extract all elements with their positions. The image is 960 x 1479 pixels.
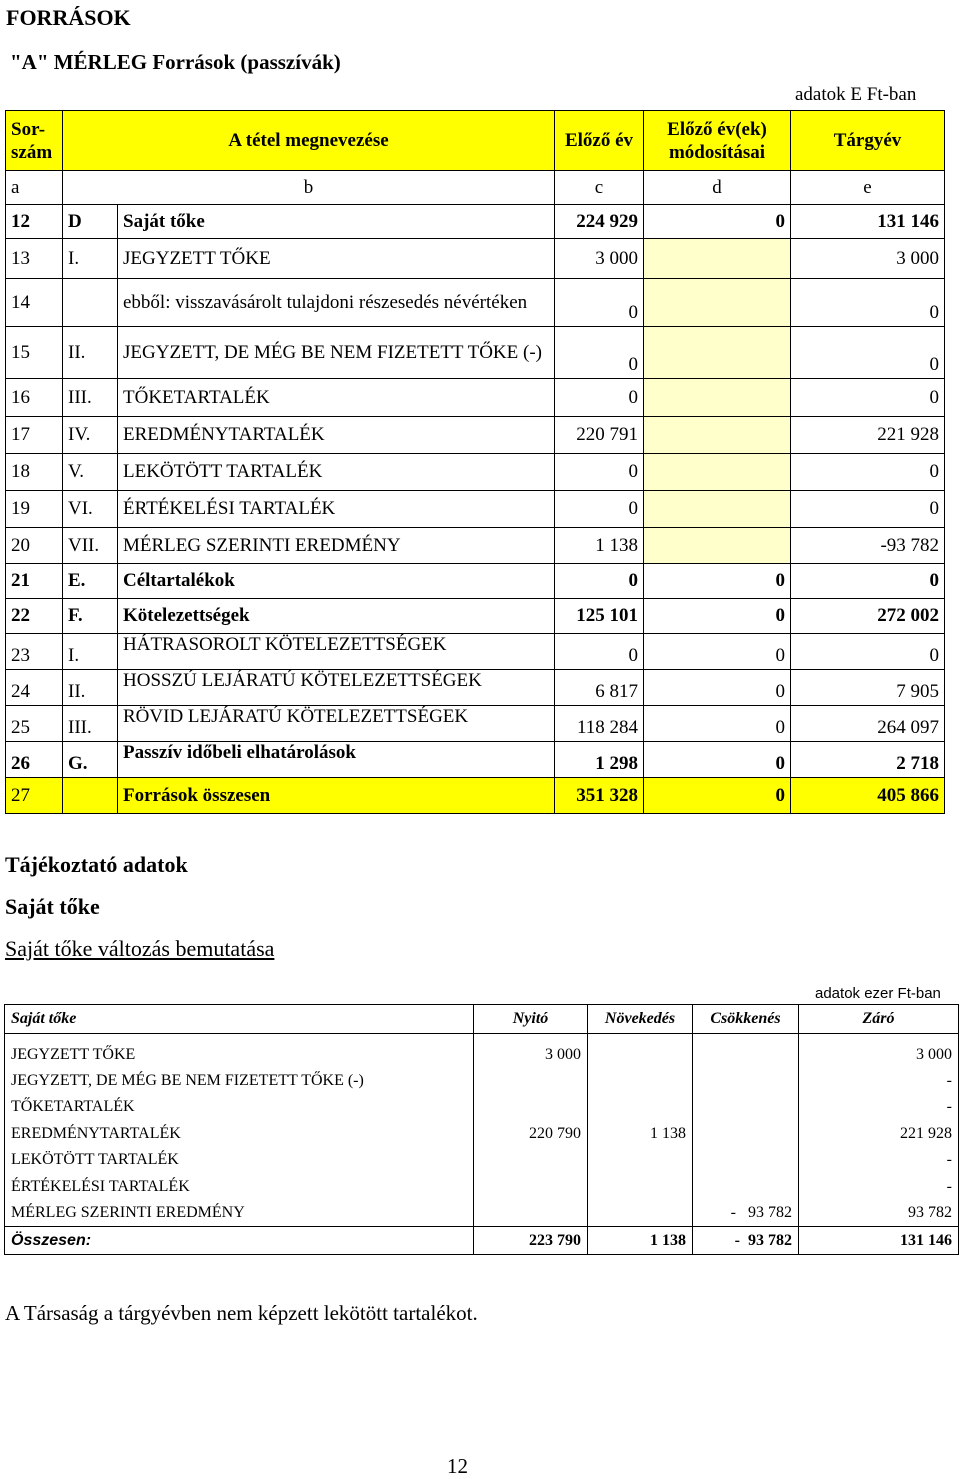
info-title: Tájékoztató adatok [5, 852, 188, 877]
row-roman: G. [63, 742, 118, 778]
unit-label-bottom: adatok ezer Ft-ban [815, 985, 941, 1002]
row-cur: 0 [791, 634, 945, 670]
balance-header-row [6, 111, 945, 171]
equity-row-close: - [799, 1094, 959, 1121]
balance-row [6, 454, 945, 491]
letter-e: e [791, 171, 945, 205]
row-roman: III. [63, 706, 118, 742]
row-cur: 264 097 [791, 706, 945, 742]
letter-d: d [644, 171, 791, 205]
row-mod: 0 [644, 706, 791, 742]
equity-row-open [474, 1200, 588, 1227]
balance-row [6, 670, 945, 706]
balance-row [6, 205, 945, 239]
row-cur: 272 002 [791, 599, 945, 634]
row-cur: 7 905 [791, 670, 945, 706]
balance-table [5, 110, 945, 814]
row-name: TŐKETARTALÉK [118, 379, 555, 417]
equity-row [5, 1034, 959, 1068]
row-name: HÁTRASOROLT KÖTELEZETTSÉGEK [118, 634, 555, 670]
equity-title: Saját tőke [5, 894, 100, 919]
balance-row [6, 706, 945, 742]
page-title: FORRÁSOK [6, 5, 131, 30]
equity-row [5, 1094, 959, 1121]
row-number: 25 [6, 706, 63, 742]
row-mod: 0 [644, 670, 791, 706]
equity-total-open: 223 790 [474, 1227, 588, 1255]
equity-row [5, 1174, 959, 1201]
row-number: 19 [6, 491, 63, 528]
row-prev: 0 [555, 634, 644, 670]
equity-header-close: Záró [799, 1005, 959, 1034]
equity-row-open [474, 1147, 588, 1174]
equity-row-decrease [693, 1094, 799, 1121]
row-roman: I. [63, 239, 118, 279]
equity-row-close: 3 000 [799, 1034, 959, 1068]
row-mod: 0 [644, 742, 791, 778]
balance-row [6, 327, 945, 379]
row-number: 24 [6, 670, 63, 706]
equity-row-increase [588, 1200, 693, 1227]
row-mod [644, 327, 791, 379]
row-name: JEGYZETT TŐKE [118, 239, 555, 279]
row-prev: 220 791 [555, 417, 644, 454]
header-sorszam: Sor- szám [6, 111, 63, 171]
row-roman: II. [63, 670, 118, 706]
row-prev: 0 [555, 454, 644, 491]
row-name: ebből: visszavásárolt tulajdoni részesedés névértéken [118, 279, 555, 327]
row-cur: 0 [791, 454, 945, 491]
equity-header-decrease: Csökkenés [693, 1005, 799, 1034]
balance-row [6, 379, 945, 417]
row-cur: 131 146 [791, 205, 945, 239]
row-mod [644, 379, 791, 417]
balance-row [6, 778, 945, 814]
equity-row-name: EREDMÉNYTARTALÉK [5, 1121, 474, 1148]
equity-header-row [5, 1005, 959, 1034]
equity-row [5, 1121, 959, 1148]
row-roman: F. [63, 599, 118, 634]
balance-subtitle: "A" MÉRLEG Források (passzívák) [10, 50, 341, 74]
row-prev: 1 138 [555, 528, 644, 564]
equity-row-open [474, 1068, 588, 1095]
row-number: 13 [6, 239, 63, 279]
equity-row [5, 1147, 959, 1174]
row-prev: 0 [555, 491, 644, 528]
row-roman: VII. [63, 528, 118, 564]
equity-row-increase: 1 138 [588, 1121, 693, 1148]
row-mod [644, 239, 791, 279]
row-name: RÖVID LEJÁRATÚ KÖTELEZETTSÉGEK [118, 706, 555, 742]
row-roman: V. [63, 454, 118, 491]
equity-total-row [5, 1227, 959, 1255]
row-prev: 0 [555, 327, 644, 379]
row-mod [644, 454, 791, 491]
row-cur: 2 718 [791, 742, 945, 778]
row-name: Passzív időbeli elhatárolások [118, 742, 555, 778]
header-name: A tétel megnevezése [63, 111, 555, 171]
row-prev: 351 328 [555, 778, 644, 814]
equity-subtitle: Saját tőke változás bemutatása [5, 936, 275, 961]
row-cur: -93 782 [791, 528, 945, 564]
row-name: JEGYZETT, DE MÉG BE NEM FIZETETT TŐKE (-) [118, 327, 555, 379]
row-prev: 0 [555, 379, 644, 417]
row-name: LEKÖTÖTT TARTALÉK [118, 454, 555, 491]
balance-row [6, 279, 945, 327]
row-roman: E. [63, 564, 118, 599]
equity-row-close: 221 928 [799, 1121, 959, 1148]
row-cur: 0 [791, 491, 945, 528]
row-cur: 3 000 [791, 239, 945, 279]
row-roman: III. [63, 379, 118, 417]
equity-row-decrease [693, 1174, 799, 1201]
row-name: ÉRTÉKELÉSI TARTALÉK [118, 491, 555, 528]
row-roman: II. [63, 327, 118, 379]
equity-total-increase: 1 138 [588, 1227, 693, 1255]
equity-row-name: JEGYZETT TŐKE [5, 1034, 474, 1068]
equity-row-name: LEKÖTÖTT TARTALÉK [5, 1147, 474, 1174]
letter-a: a [6, 171, 63, 205]
row-mod: 0 [644, 599, 791, 634]
row-mod [644, 528, 791, 564]
equity-row-open: 3 000 [474, 1034, 588, 1068]
equity-row-increase [588, 1094, 693, 1121]
equity-row-increase [588, 1174, 693, 1201]
row-roman: I. [63, 634, 118, 670]
row-cur: 0 [791, 327, 945, 379]
row-prev: 0 [555, 279, 644, 327]
row-number: 22 [6, 599, 63, 634]
equity-row-name: ÉRTÉKELÉSI TARTALÉK [5, 1174, 474, 1201]
row-prev: 6 817 [555, 670, 644, 706]
header-mod: Előző év(ek) módosításai [644, 111, 791, 171]
note-text: A Társaság a tárgyévben nem képzett lekötött tartalékot. [5, 1301, 478, 1325]
equity-row-decrease: - 93 782 [693, 1200, 799, 1227]
equity-row-close: - [799, 1147, 959, 1174]
row-name: Céltartalékok [118, 564, 555, 599]
row-cur: 405 866 [791, 778, 945, 814]
row-number: 26 [6, 742, 63, 778]
header-prev: Előző év [555, 111, 644, 171]
equity-row-close: - [799, 1174, 959, 1201]
row-cur: 0 [791, 564, 945, 599]
equity-row-name: TŐKETARTALÉK [5, 1094, 474, 1121]
row-prev: 125 101 [555, 599, 644, 634]
row-cur: 0 [791, 279, 945, 327]
row-mod [644, 491, 791, 528]
equity-row-close: 93 782 [799, 1200, 959, 1227]
row-prev: 224 929 [555, 205, 644, 239]
row-prev: 0 [555, 564, 644, 599]
row-cur: 221 928 [791, 417, 945, 454]
row-mod [644, 417, 791, 454]
balance-row [6, 599, 945, 634]
equity-row-decrease [693, 1068, 799, 1095]
equity-row-decrease [693, 1034, 799, 1068]
row-number: 18 [6, 454, 63, 491]
equity-row-decrease [693, 1121, 799, 1148]
row-number: 21 [6, 564, 63, 599]
letter-row [6, 171, 945, 205]
equity-row-increase [588, 1147, 693, 1174]
row-number: 23 [6, 634, 63, 670]
row-prev: 1 298 [555, 742, 644, 778]
equity-row [5, 1200, 959, 1227]
equity-header-name: Saját tőke [5, 1005, 474, 1034]
row-roman: D [63, 205, 118, 239]
equity-row-open [474, 1094, 588, 1121]
equity-header-increase: Növekedés [588, 1005, 693, 1034]
row-name: Kötelezettségek [118, 599, 555, 634]
row-roman [63, 279, 118, 327]
balance-row [6, 239, 945, 279]
row-mod: 0 [644, 564, 791, 599]
row-prev: 3 000 [555, 239, 644, 279]
row-mod [644, 279, 791, 327]
equity-row [5, 1068, 959, 1095]
row-prev: 118 284 [555, 706, 644, 742]
row-number: 16 [6, 379, 63, 417]
unit-label-top: adatok E Ft-ban [795, 84, 917, 105]
equity-total-close: 131 146 [799, 1227, 959, 1255]
row-name: EREDMÉNYTARTALÉK [118, 417, 555, 454]
balance-row [6, 491, 945, 528]
header-cur: Tárgyév [791, 111, 945, 171]
equity-row-increase [588, 1034, 693, 1068]
equity-row-name: JEGYZETT, DE MÉG BE NEM FIZETETT TŐKE (-) [5, 1068, 474, 1095]
row-roman: IV. [63, 417, 118, 454]
row-number: 17 [6, 417, 63, 454]
letter-b: b [63, 171, 555, 205]
equity-row-open: 220 790 [474, 1121, 588, 1148]
balance-row [6, 634, 945, 670]
equity-total-label: Összesen: [5, 1227, 474, 1255]
equity-row-close: - [799, 1068, 959, 1095]
row-name: MÉRLEG SZERINTI EREDMÉNY [118, 528, 555, 564]
row-name: HOSSZÚ LEJÁRATÚ KÖTELEZETTSÉGEK [118, 670, 555, 706]
equity-row-increase [588, 1068, 693, 1095]
row-roman: VI. [63, 491, 118, 528]
row-roman [63, 778, 118, 814]
equity-row-open [474, 1174, 588, 1201]
row-name: Források összesen [118, 778, 555, 814]
row-mod: 0 [644, 778, 791, 814]
equity-row-decrease [693, 1147, 799, 1174]
row-number: 14 [6, 279, 63, 327]
balance-row [6, 564, 945, 599]
row-number: 12 [6, 205, 63, 239]
row-number: 20 [6, 528, 63, 564]
equity-table [4, 1004, 959, 1255]
row-mod: 0 [644, 205, 791, 239]
equity-row-name: MÉRLEG SZERINTI EREDMÉNY [5, 1200, 474, 1227]
letter-c: c [555, 171, 644, 205]
balance-row [6, 417, 945, 454]
equity-header-open: Nyitó [474, 1005, 588, 1034]
row-cur: 0 [791, 379, 945, 417]
balance-row [6, 528, 945, 564]
row-name: Saját tőke [118, 205, 555, 239]
page-number: 12 [447, 1454, 468, 1478]
row-number: 27 [6, 778, 63, 814]
equity-total-decrease: - 93 782 [693, 1227, 799, 1255]
row-mod: 0 [644, 634, 791, 670]
row-number: 15 [6, 327, 63, 379]
balance-row [6, 742, 945, 778]
